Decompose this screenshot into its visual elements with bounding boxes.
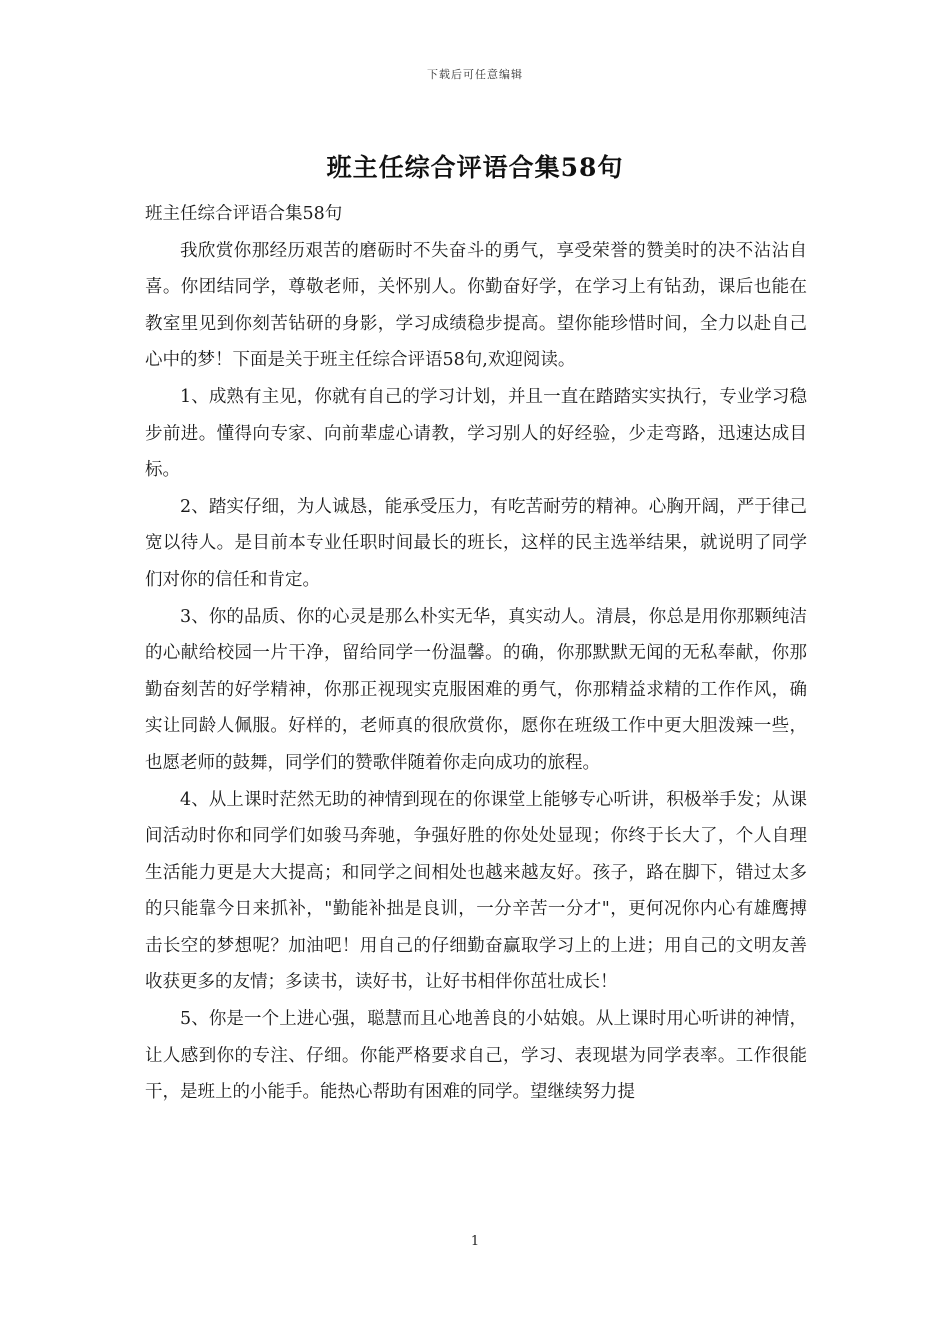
paragraph-intro: 我欣赏你那经历艰苦的磨砺时不失奋斗的勇气，享受荣誉的赞美时的决不沾沾自喜。你团结同学，尊敬老师，关怀别人。你勤奋好学，在学习上有钻劲，课后也能在教室里见到你刻苦钻研的身影，学习成绩稳步提高。望你能珍惜时间，全力以赴自己心中的梦！下面是关于班主任综合评语58句,欢迎阅读。 bbox=[145, 240, 807, 371]
paragraph-comment-4: 4、从上课时茫然无助的神情到现在的你课堂上能够专心听讲，积极举手发；从课间活动时你和同学们如骏马奔驰，争强好胜的你处处显现；你终于长大了，个人自理生活能力更是大大提高；和同学之间相处也越来越友好。孩子，路在脚下，错过太多的只能靠今日来抓补，"勤能补拙是良训，一分辛苦一分才"，更何况你内心有雄鹰搏击长空的梦想呢？加油吧！用自己的仔细勤奋赢取学习上的上进；用自己的文明友善收获更多的友情；多读书，读好书，让好书相伴你茁壮成长！ bbox=[145, 789, 807, 993]
document-title: 班主任综合评语合集58句 bbox=[326, 153, 624, 182]
paragraph-comment-3: 3、你的品质、你的心灵是那么朴实无华，真实动人。清晨，你总是用你那颗纯洁的心献给校园一片干净，留给同学一份温馨。的确，你那默默无闻的无私奉献，你那勤奋刻苦的好学精神，你那正视现实克服困难的勇气，你那精益求精的工作作风，确实让同龄人佩服。好样的，老师真的很欣赏你，愿你在班级工作中更大胆泼辣一些，也愿老师的鼓舞，同学们的赞歌伴随着你走向成功的旅程。 bbox=[145, 606, 807, 773]
paragraph-comment-5: 5、你是一个上进心强，聪慧而且心地善良的小姑娘。从上课时用心听讲的神情，让人感到你的专注、仔细。你能严格要求自己，学习、表现堪为同学表率。工作很能干，是班上的小能手。能热心帮助有困难的同学。望继续努力提 bbox=[145, 1009, 807, 1103]
document-body bbox=[145, 196, 807, 1111]
header-note: 下载后可任意编辑 bbox=[427, 68, 523, 81]
paragraph-comment-1: 1、成熟有主见，你就有自己的学习计划，并且一直在踏踏实实执行，专业学习稳步前进。懂得向专家、向前辈虚心请教，学习别人的好经验，少走弯路，迅速达成目标。 bbox=[145, 386, 807, 481]
page-number: 1 bbox=[470, 1234, 480, 1249]
paragraph-comment-2: 2、踏实仔细，为人诚恳，能承受压力，有吃苦耐劳的精神。心胸开阔，严于律己宽以待人。是目前本专业任职时间最长的班长，这样的民主选举结果，就说明了同学们对你的信任和肯定。 bbox=[145, 496, 807, 590]
document-subtitle: 班主任综合评语合集58句 bbox=[145, 204, 343, 224]
